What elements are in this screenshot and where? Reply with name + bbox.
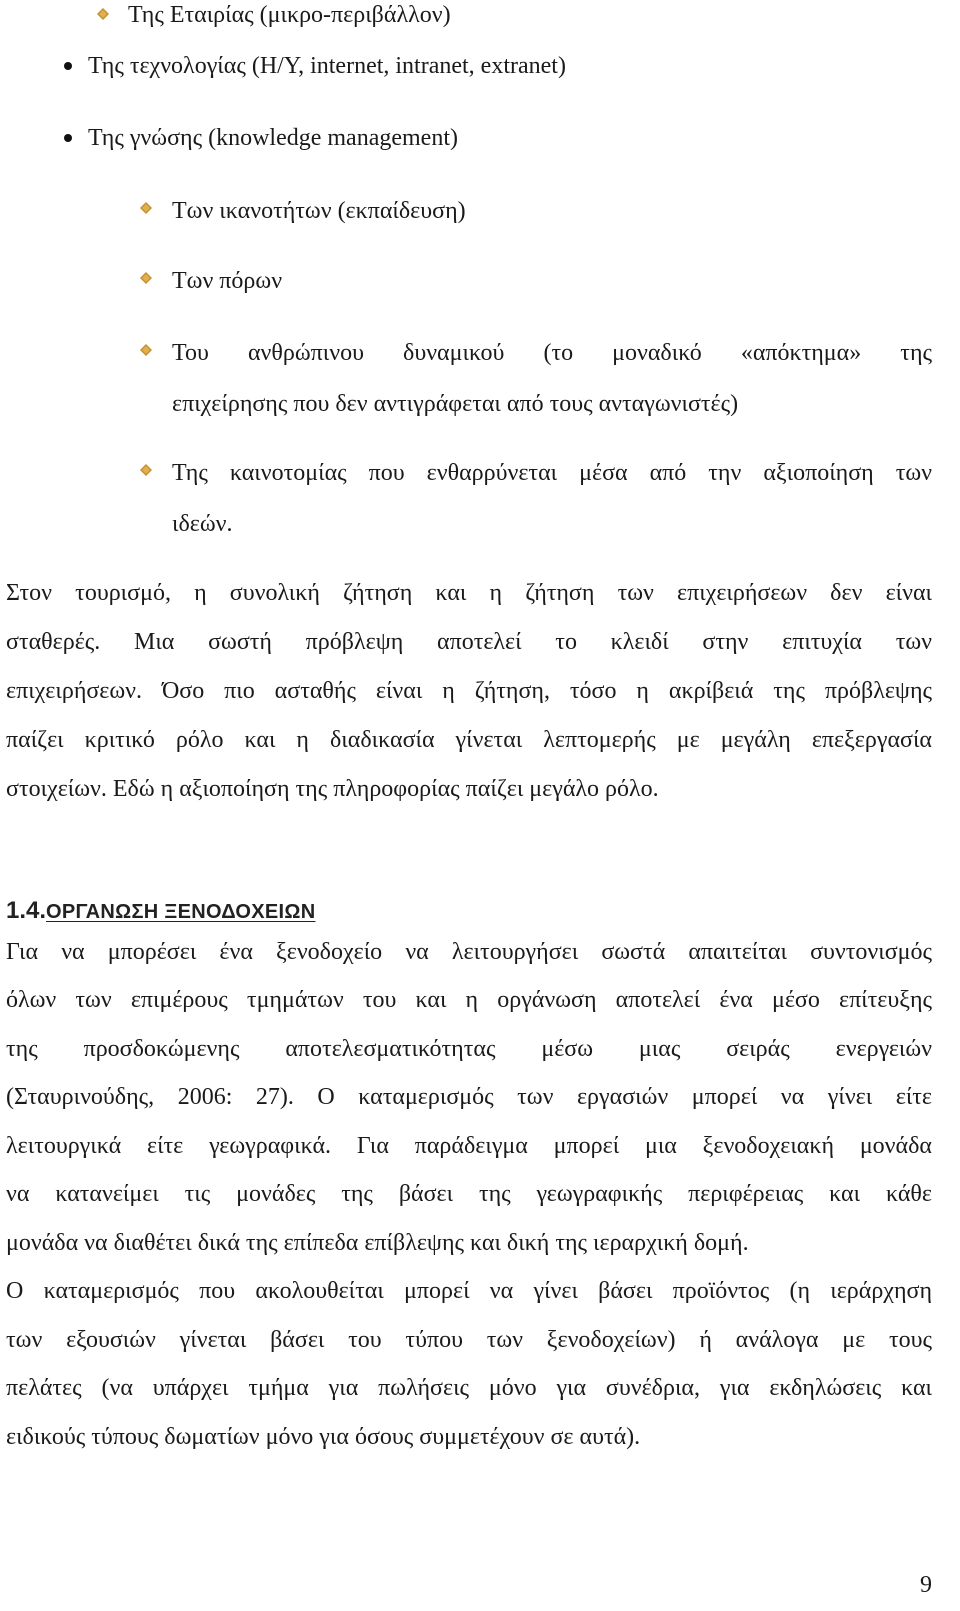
dot-bullet-icon — [64, 134, 72, 142]
section-title: ΟΡΓΑΝΩΣΗ ΞΕΝΟΔΟΧΕΙΩΝ — [46, 901, 316, 923]
sub-bullet-item: Του ανθρώπινου δυναμικού (το μοναδικό «απόκτημα» της — [172, 340, 932, 366]
bullet-item: Της τεχνολογίας (Η/Υ, internet, intranet, extranet) — [88, 53, 566, 79]
paragraph-line: μονάδα να διαθέτει δικά της επίπεδα επίβλεψης και δική της ιεραρχική δομή. — [6, 1230, 749, 1256]
diamond-bullet-icon — [97, 8, 109, 20]
paragraph-line: Ο καταμερισμός που ακολουθείται μπορεί να γίνει βάσει προϊόντος (η ιεράρχηση — [6, 1278, 932, 1304]
paragraph-line: (Σταυρινούδης, 2006: 27). Ο καταμερισμός των εργασιών μπορεί να γίνει είτε — [6, 1084, 932, 1110]
paragraph-line: ειδικούς τύπους δωματίων μόνο για όσους συμμετέχουν σε αυτά). — [6, 1424, 641, 1450]
sub-bullet-item: Των πόρων — [172, 268, 283, 294]
diamond-bullet-icon — [140, 464, 152, 476]
bullet-item: Της Εταιρίας (μικρο-περιβάλλον) — [128, 2, 451, 28]
section-number: 1.4. — [6, 897, 47, 924]
paragraph-line: πελάτες (να υπάρχει τμήμα για πωλήσεις μόνο για συνέδρια, για εκδηλώσεις και — [6, 1375, 932, 1401]
page-number: 9 — [920, 1572, 932, 1598]
paragraph-line: Για να μπορέσει ένα ξενοδοχείο να λειτουργήσει σωστά απαιτείται συντονισμός — [6, 939, 932, 965]
bullet-item: Της γνώσης (knowledge management) — [88, 125, 458, 151]
paragraph-line: Στον τουρισμό, η συνολική ζήτηση και η ζήτηση των επιχειρήσεων δεν είναι — [6, 580, 932, 606]
paragraph-line: σταθερές. Μια σωστή πρόβλεψη αποτελεί το κλειδί στην επιτυχία των — [6, 629, 932, 655]
diamond-bullet-icon — [140, 272, 152, 284]
diamond-bullet-icon — [140, 344, 152, 356]
paragraph-line: στοιχείων. Εδώ η αξιοποίηση της πληροφορίας παίζει μεγάλο ρόλο. — [6, 776, 659, 802]
paragraph-line: όλων των επιμέρους τμημάτων του και η οργάνωση αποτελεί ένα μέσο επίτευξης — [6, 987, 932, 1013]
paragraph-line: παίζει κριτικό ρόλο και η διαδικασία γίνεται λεπτομερής με μεγάλη επεξεργασία — [6, 727, 932, 753]
paragraph-line: επιχειρήσεων. Όσο πιο ασταθής είναι η ζήτηση, τόσο η ακρίβειά της πρόβλεψης — [6, 678, 932, 704]
paragraph-line: των εξουσιών γίνεται βάσει του τύπου των ξενοδοχείων) ή ανάλογα με τους — [6, 1327, 932, 1353]
paragraph-line: της προσδοκώμενης αποτελεσματικότητας μέσω μιας σειράς ενεργειών — [6, 1036, 932, 1062]
sub-bullet-continuation: επιχείρησης που δεν αντιγράφεται από τους ανταγωνιστές) — [172, 391, 739, 417]
sub-bullet-item: Της καινοτομίας που ενθαρρύνεται μέσα από την αξιοποίηση των — [172, 460, 932, 486]
dot-bullet-icon — [64, 62, 72, 70]
sub-bullet-item: Των ικανοτήτων (εκπαίδευση) — [172, 198, 466, 224]
diamond-bullet-icon — [140, 202, 152, 214]
paragraph-line: να κατανείμει τις μονάδες της βάσει της γεωγραφικής περιφέρειας και κάθε — [6, 1181, 932, 1207]
paragraph-line: λειτουργικά είτε γεωγραφικά. Για παράδειγμα μπορεί μια ξενοδοχειακή μονάδα — [6, 1133, 932, 1159]
sub-bullet-continuation: ιδεών. — [172, 511, 233, 537]
section-heading — [6, 895, 315, 927]
